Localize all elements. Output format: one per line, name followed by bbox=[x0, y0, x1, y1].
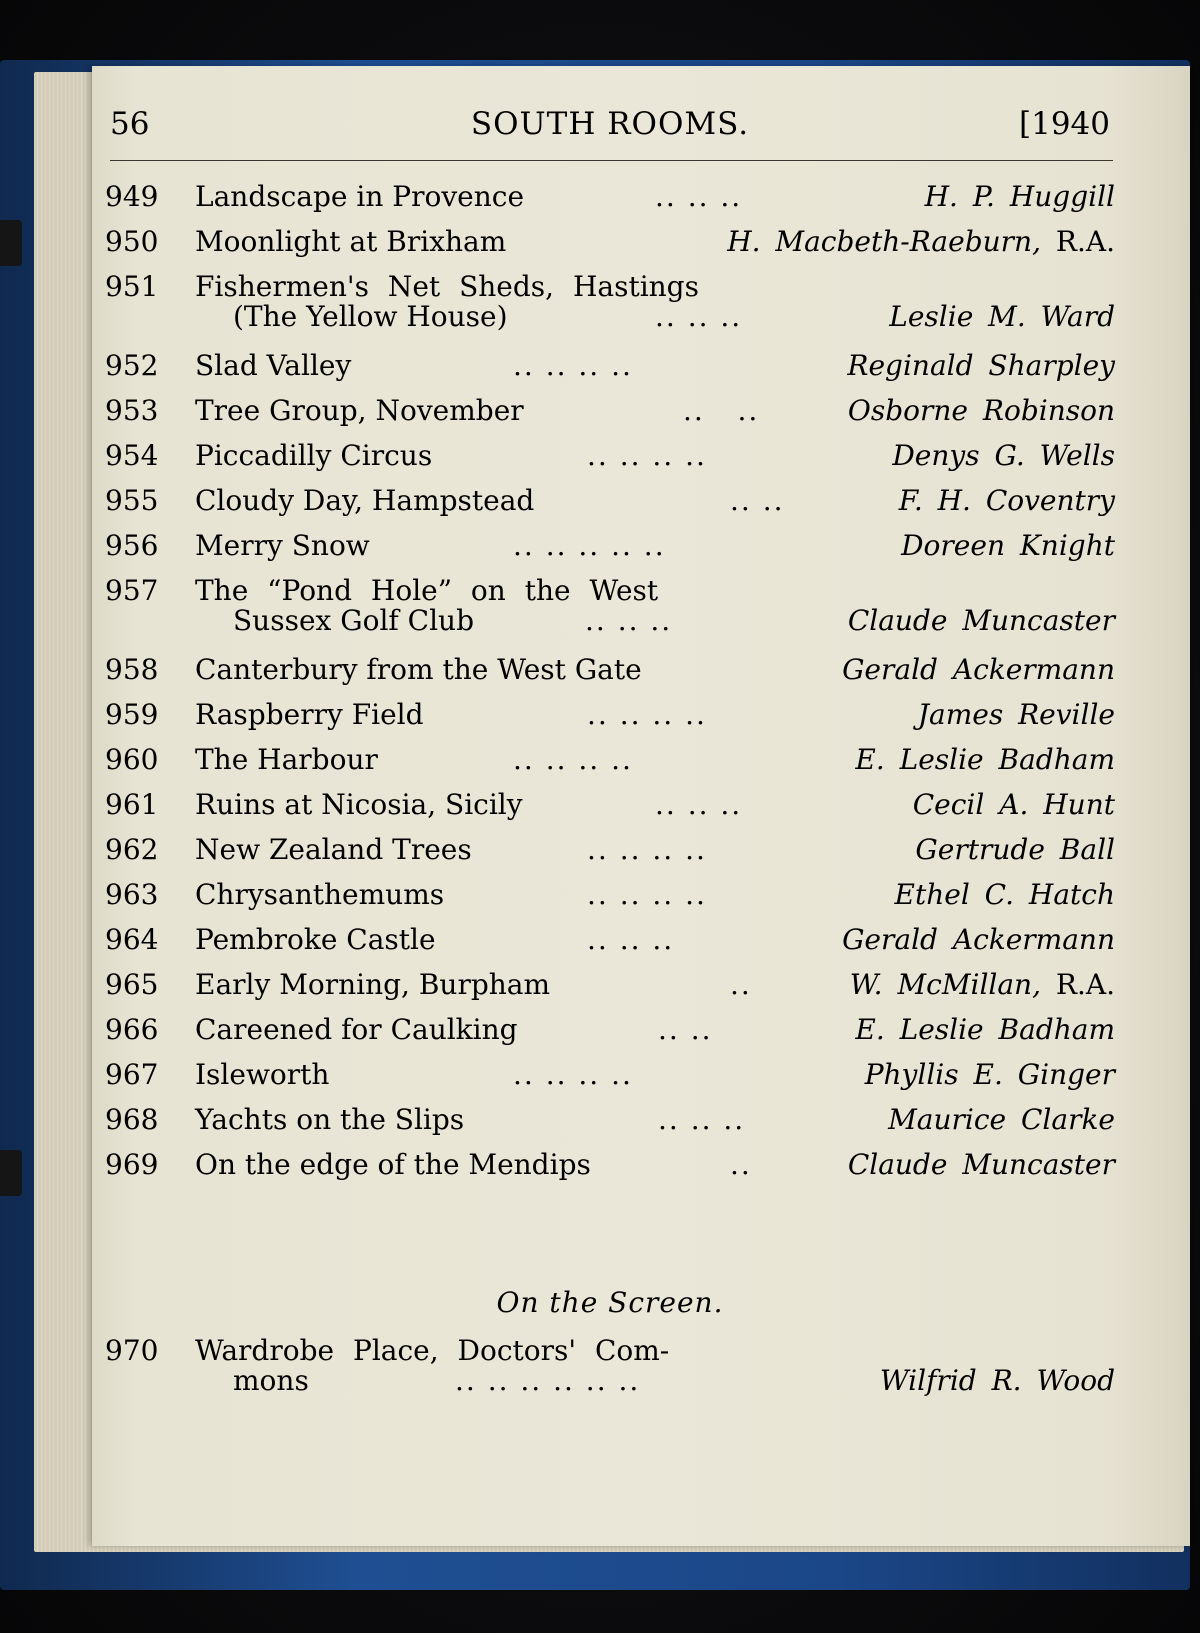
catalogue-entry bbox=[105, 221, 1115, 266]
entry-title: The Harbour bbox=[195, 743, 378, 776]
entry-number: 963 bbox=[105, 878, 159, 911]
leader-dots: .. bbox=[730, 968, 752, 1001]
header-rule bbox=[110, 160, 1113, 161]
artist-name bbox=[925, 180, 1115, 213]
artist-name-text: Claude Muncaster bbox=[847, 1148, 1115, 1181]
leader-dots: .. bbox=[730, 1148, 752, 1181]
artist-name bbox=[918, 698, 1115, 731]
entry-title: Tree Group, November bbox=[195, 394, 524, 427]
entry-title: Yachts on the Slips bbox=[195, 1103, 465, 1136]
catalogue-entry bbox=[105, 176, 1115, 221]
entry-title: Chrysanthemums bbox=[195, 878, 445, 911]
leader-dots: .. .. .. .. .. bbox=[513, 529, 666, 562]
artist-name bbox=[847, 349, 1115, 382]
artist-name bbox=[848, 1148, 1115, 1181]
entry-number: 970 bbox=[105, 1334, 159, 1367]
entry-title: Slad Valley bbox=[195, 349, 352, 382]
entry-number: 951 bbox=[105, 270, 159, 303]
catalogue-entry bbox=[105, 829, 1115, 874]
leader-dots: .. .. bbox=[683, 394, 760, 427]
artist-name-text: F. H. Coventry bbox=[898, 484, 1115, 517]
catalogue-list bbox=[105, 176, 1115, 1189]
artist-name-text: Phyllis E. Ginger bbox=[864, 1058, 1115, 1091]
catalogue-entry bbox=[105, 390, 1115, 435]
catalogue-entry bbox=[105, 480, 1115, 525]
entry-title: On the edge of the Mendips bbox=[195, 1148, 591, 1181]
entry-title: Early Morning, Burpham bbox=[195, 968, 551, 1001]
entry-number: 958 bbox=[105, 653, 159, 686]
artist-name bbox=[913, 788, 1115, 821]
artist-name-text: Wilfrid R. Wood bbox=[879, 1364, 1115, 1397]
leader-dots: .. .. .. .. bbox=[513, 1058, 633, 1091]
entry-number: 949 bbox=[105, 180, 159, 213]
artist-name bbox=[842, 923, 1115, 956]
entry-title: Wardrobe Place, Doctors' Com- bbox=[195, 1334, 670, 1367]
artist-name-text: Gertrude Ball bbox=[915, 833, 1115, 866]
artist-name bbox=[865, 1058, 1115, 1091]
artist-name bbox=[850, 968, 1115, 1001]
entry-number: 967 bbox=[105, 1058, 159, 1091]
page-number: 56 bbox=[110, 106, 150, 142]
artist-name bbox=[848, 394, 1115, 427]
entry-number: 959 bbox=[105, 698, 159, 731]
page-title: SOUTH ROOMS. bbox=[470, 106, 750, 142]
artist-name bbox=[855, 743, 1115, 776]
artist-name-text: Claude Muncaster bbox=[847, 604, 1115, 637]
artist-name-text: Maurice Clarke bbox=[888, 1103, 1115, 1136]
catalogue-entry bbox=[105, 874, 1115, 919]
artist-name bbox=[880, 1364, 1115, 1397]
entry-title: Canterbury from the West Gate bbox=[195, 653, 642, 686]
artist-name-text: Ethel C. Hatch bbox=[894, 878, 1115, 911]
leader-dots: .. .. .. .. .. .. bbox=[455, 1364, 641, 1397]
artist-name-text: W. McMillan, bbox=[849, 968, 1041, 1001]
leader-dots: .. .. bbox=[730, 484, 785, 517]
artist-name-text: Denys G. Wells bbox=[892, 439, 1115, 472]
entry-title: Cloudy Day, Hampstead bbox=[195, 484, 535, 517]
catalogue-entry bbox=[105, 649, 1115, 694]
leader-dots: .. .. .. .. bbox=[587, 698, 707, 731]
artist-name bbox=[895, 878, 1115, 911]
entry-title: Careened for Caulking bbox=[195, 1013, 518, 1046]
leader-dots: .. .. .. bbox=[655, 300, 743, 333]
entry-number: 957 bbox=[105, 574, 159, 607]
section-heading: On the Screen. bbox=[496, 1286, 724, 1319]
catalogue-entry bbox=[105, 266, 1115, 345]
artist-name-text: Gerald Ackermann bbox=[842, 923, 1115, 956]
artist-name-text: Osborne Robinson bbox=[847, 394, 1115, 427]
entry-number: 965 bbox=[105, 968, 159, 1001]
catalogue-entry bbox=[105, 1099, 1115, 1144]
entry-number: 953 bbox=[105, 394, 159, 427]
entry-title: New Zealand Trees bbox=[195, 833, 472, 866]
leader-dots: .. .. .. .. bbox=[587, 833, 707, 866]
catalogue-entry bbox=[105, 435, 1115, 480]
artist-name bbox=[889, 300, 1115, 333]
cover-tab bbox=[0, 220, 22, 266]
entry-number: 966 bbox=[105, 1013, 159, 1046]
artist-name bbox=[915, 833, 1115, 866]
entry-number: 962 bbox=[105, 833, 159, 866]
entry-title: Raspberry Field bbox=[195, 698, 424, 731]
entry-title: Piccadilly Circus bbox=[195, 439, 433, 472]
catalogue-entry bbox=[105, 345, 1115, 390]
leader-dots: .. .. .. .. bbox=[587, 878, 707, 911]
entry-number: 952 bbox=[105, 349, 159, 382]
catalogue-entry bbox=[105, 1054, 1115, 1099]
leader-dots: .. .. .. bbox=[585, 604, 673, 637]
artist-name-text: E. Leslie Badham bbox=[855, 743, 1115, 776]
page-header bbox=[110, 106, 1110, 156]
entry-number: 955 bbox=[105, 484, 159, 517]
artist-name-text: H. Macbeth-Raeburn, bbox=[727, 225, 1041, 258]
artist-name-text: Reginald Sharpley bbox=[847, 349, 1115, 382]
artist-name bbox=[855, 1013, 1115, 1046]
artist-name-text: James Reville bbox=[917, 698, 1115, 731]
page-year: [1940 bbox=[1019, 106, 1110, 142]
entry-number: 960 bbox=[105, 743, 159, 776]
entry-title: Isleworth bbox=[195, 1058, 330, 1091]
leader-dots: .. .. .. .. bbox=[587, 439, 707, 472]
screen-catalogue-list bbox=[105, 1330, 1115, 1409]
leader-dots: .. .. .. bbox=[587, 923, 675, 956]
leader-dots: .. .. .. .. bbox=[513, 349, 633, 382]
entry-number: 954 bbox=[105, 439, 159, 472]
artist-name bbox=[842, 653, 1115, 686]
entry-number: 968 bbox=[105, 1103, 159, 1136]
artist-name bbox=[899, 484, 1115, 517]
entry-number: 964 bbox=[105, 923, 159, 956]
entry-title: The “Pond Hole” on the West bbox=[195, 574, 659, 607]
artist-name bbox=[888, 1103, 1115, 1136]
entry-number: 950 bbox=[105, 225, 159, 258]
leader-dots: .. .. .. bbox=[658, 1103, 746, 1136]
artist-honour: R.A. bbox=[1055, 225, 1115, 258]
entry-title: Moonlight at Brixham bbox=[195, 225, 507, 258]
artist-name-text: H. P. Huggill bbox=[924, 180, 1115, 213]
catalogue-entry bbox=[105, 1144, 1115, 1189]
leader-dots: .. .. .. bbox=[655, 788, 743, 821]
leader-dots: .. .. bbox=[658, 1013, 713, 1046]
entry-number: 969 bbox=[105, 1148, 159, 1181]
entry-title: Landscape in Provence bbox=[195, 180, 525, 213]
leader-dots: .. .. .. .. bbox=[513, 743, 633, 776]
artist-name-text: Gerald Ackermann bbox=[842, 653, 1115, 686]
artist-name-text: Doreen Knight bbox=[901, 529, 1115, 562]
artist-name-text: Cecil A. Hunt bbox=[912, 788, 1115, 821]
artist-name-text: E. Leslie Badham bbox=[855, 1013, 1115, 1046]
catalogue-entry bbox=[105, 694, 1115, 739]
catalogue-entry bbox=[105, 784, 1115, 829]
catalogue-entry bbox=[105, 964, 1115, 1009]
catalogue-entry bbox=[105, 919, 1115, 964]
artist-honour: R.A. bbox=[1055, 968, 1115, 1001]
artist-name bbox=[727, 225, 1115, 258]
artist-name bbox=[901, 529, 1115, 562]
artist-name bbox=[892, 439, 1115, 472]
leader-dots: .. .. .. bbox=[655, 180, 743, 213]
entry-title-continued: mons bbox=[233, 1364, 309, 1397]
catalogue-entry bbox=[105, 739, 1115, 784]
entry-title: Pembroke Castle bbox=[195, 923, 436, 956]
catalogue-entry bbox=[105, 570, 1115, 649]
entry-number: 956 bbox=[105, 529, 159, 562]
entry-title: Fishermen's Net Sheds, Hastings bbox=[195, 270, 699, 303]
entry-number: 961 bbox=[105, 788, 159, 821]
catalogue-entry bbox=[105, 1009, 1115, 1054]
catalogue-entry bbox=[105, 1330, 1115, 1409]
entry-title-continued: Sussex Golf Club bbox=[233, 604, 474, 637]
entry-title: Ruins at Nicosia, Sicily bbox=[195, 788, 523, 821]
catalogue-entry bbox=[105, 525, 1115, 570]
cover-tab bbox=[0, 1150, 22, 1196]
entry-title: Merry Snow bbox=[195, 529, 370, 562]
entry-title-continued: (The Yellow House) bbox=[233, 300, 508, 333]
artist-name-text: Leslie M. Ward bbox=[889, 300, 1115, 333]
artist-name bbox=[848, 604, 1115, 637]
